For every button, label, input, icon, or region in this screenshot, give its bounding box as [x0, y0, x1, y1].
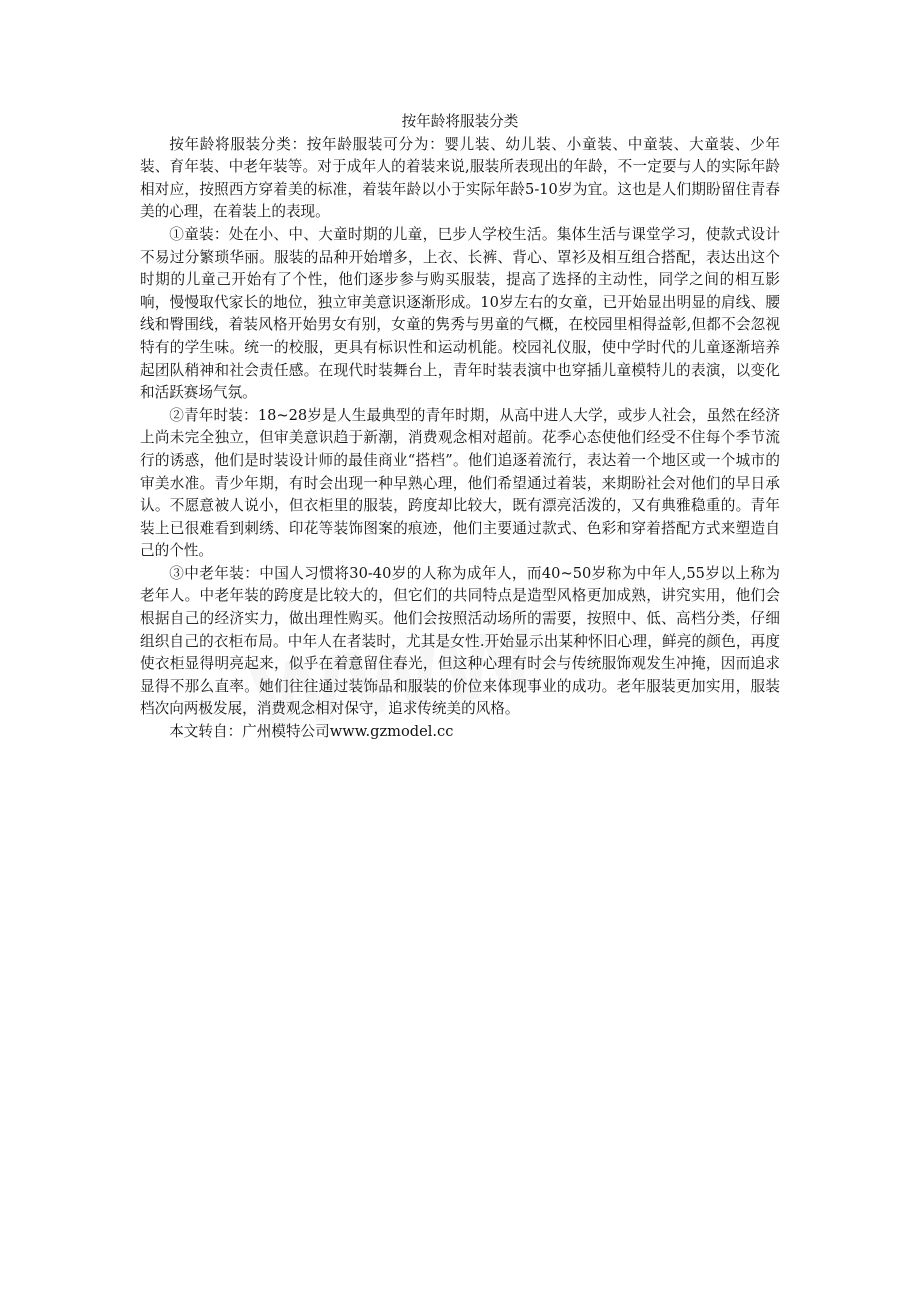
document-title: 按年龄将服装分类	[401, 113, 519, 130]
paragraph-childrens-wear: ①童装：处在小、中、大童时期的儿童，巳步人学校生活。集体生活与课堂学习，使款式设计不易过分繁琐华丽。服装的品种开始增多，上衣、长裤、背心、罩衫及相互组合搭配，表达出这个时期的儿童己开始有了个性，他们逐步参与购买服装，提高了选择的主动性，同学之间的相互影响，慢慢取代家长的地位，独立审美意识逐渐形成。10岁左右的女童，已开始显出明显的肩线、腰线和臀围线，着装风格开始男女有别，女童的隽秀与男童的气概，在校园里相得益彰,但都不会忽视特有的学生味。统一的校服，更具有标识性和运动机能。校园礼仪服，使中学时代的儿童逐渐培养起团队稍神和社会责任感。在现代时装舞台上，青年时装表演中也穿插儿童模特儿的表演，以变化和活跃赛场气氛。	[140, 225, 780, 402]
paragraph-middle-aged-wear: ③中老年装：中国人习惯将30-40岁的人称为成年人，而40~50岁称为中年人,55岁以上称为老年人。中老年装的跨度是比较大的，但它们的共同特点是造型风格更加成熟，讲究实用，他们会根据自己的经济实力，做出理性购买。他们会按照活动场所的需要，按照中、低、高档分类，仔细组织自己的衣柜布局。中年人在者装时，尤其是女性.开始显示出某种怀旧心理，鲜亮的颜色，再度使衣柜显得明亮起来，似乎在着意留住春光，但这种心理有时会与传统服饰观发生冲掩，因而追求显得不那么直率。她们往往通过装饰品和服装的价位来体现事业的成功。老年服装更加实用，服装档次向两极发展，消费观念相对保守，追求传统美的风格。	[140, 564, 780, 718]
document-body	[140, 111, 780, 744]
paragraph-youth-wear: ②青年时装：18~28岁是人生最典型的青年时期，从高中进人大学，或步人社会，虽然在经济上尚未完全独立，但审美意识趋于新潮，消费观念相对超前。花季心态使他们经受不住每个季节流行的诱惑，他们是时装设计师的最佳商业“搭档”。他们追逐着流行，表达着一个地区或一个城市的审美水准。青少年期，有时会出现一种早熟心理，他们希望通过着装，来期盼社会对他们的早日承认。不愿意被人说小，但衣柜里的服装，跨度却比较大，既有漂亮活泼的，又有典雅稳重的。青年装上已很难看到刺绣、印花等装饰图案的痕迹，他们主要通过款式、色彩和穿着搭配方式来塑造自己的个性。	[140, 406, 780, 560]
source-note: 本文转自：广州模特公司www.gzmodel.cc	[169, 723, 454, 741]
paragraph-intro: 按年龄将服装分类：按年龄服装可分为：婴儿装、幼儿装、小童装、中童装、大童装、少年装、育年装、中老年装等。对于成年人的着装来说,服装所表现出的年龄，不一定要与人的实际年龄相对应，按照西方穿着美的标准，着装年龄以小于实际年龄5-10岁为宜。这也是人们期盼留住青春美的心理，在着装上的表现。	[140, 135, 780, 221]
